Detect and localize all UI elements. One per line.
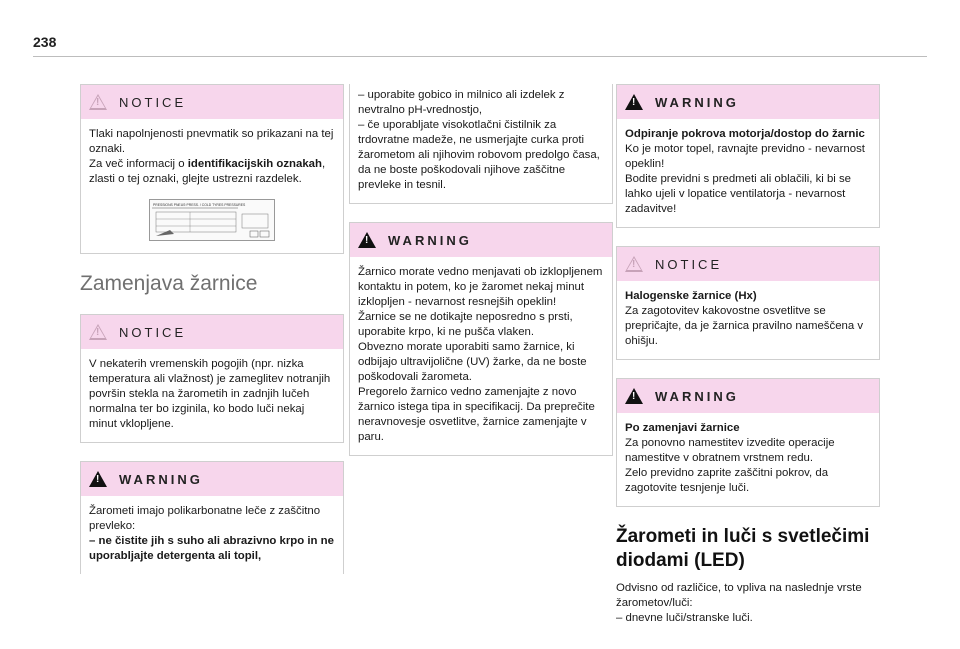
notice-subtitle: Halogenske žarnice (Hx) [625,290,757,302]
notice-triangle-icon: ! [89,94,107,110]
section-title-led: Žarometi in luči s svetlečimi diodami (LED) [616,526,870,571]
warning-body [617,119,879,227]
led-bullet: – dnevne luči/stranske luči. [616,612,753,624]
warning-body [350,257,612,455]
warning-body [617,413,879,506]
warning-text: Obvezno morate uporabiti samo žarnice, ki odbijajo ultravijolične (UV) žarke, da ne boste poškodovali žarometa. [358,341,587,383]
header-rule [33,56,927,57]
section-title-bulb-replacement: Zamenjava žarnice [80,272,258,295]
warning-text: Pregorelo žarnico vedno zamenjajte z novo žarnico istega tipa in specifikacij. Da preprečite neravnovesje osvetlitve, žarnice zamenjajte v paru. [358,386,595,443]
warning-label: WARNING [388,232,472,248]
warning-text: Žarnice se ne dotikajte neposredno s prsti, uporabite krpo, ki ne pušča vlaken. [358,311,573,338]
warning-label: WARNING [119,471,203,487]
notice-triangle-icon: ! [89,324,107,340]
warning-bullet-bold: – ne čistite jih s suho ali abrazivno krpo in ne uporabljajte detergenta ali topil, [89,535,334,562]
warning-label: WARNING [655,388,739,404]
tyre-label-drawing [150,200,274,240]
page-number: 238 [33,34,57,50]
notice-label: NOTICE [655,256,723,272]
warning-body [350,84,612,203]
column-3 [616,84,880,626]
warning-triangle-icon: ! [89,471,107,487]
warning-header [617,85,879,119]
warning-text: Zelo previdno zaprite zaščitni pokrov, da zagotovite tesnjenje luči. [625,467,829,494]
led-text: Odvisno od različice, to vpliva na naslednje vrste žarometov/luči: [616,582,862,609]
warning-box-cleaning-continued [349,84,613,204]
notice-header [81,315,343,349]
notice-text: , zlasti o tej oznaki, glejte ustrezni razdelek. [89,158,326,185]
warning-triangle-icon: ! [358,232,376,248]
notice-label: NOTICE [119,324,187,340]
notice-box-halogen [616,246,880,360]
bullet-text: – uporabite gobico in milnico ali izdelek z nevtralno pH-vrednostjo, [358,89,565,116]
notice-body [81,349,343,442]
notice-body [81,119,343,253]
notice-text: Za več informacij o [89,158,188,170]
warning-header [350,223,612,257]
notice-text: V nekaterih vremenskih pogojih (npr. nizka temperatura ali vlažnost) je zameglitev notranjih površin stekla na žarometih in zadnjih lučeh normalna ter bo izginila, ko bodo luči nekaj minut vklopljene. [89,358,331,430]
notice-header [617,247,879,281]
warning-box-bulb-handling [349,222,613,456]
warning-box-bonnet [616,84,880,228]
warning-text: Žarometi imajo polikarbonatne leče z zaščitno prevleko: [89,505,321,532]
warning-header [81,462,343,496]
tyre-pressure-label-image [149,199,275,241]
warning-subtitle: Odpiranje pokrova motorja/dostop do žarnic [625,128,865,140]
warning-text: Ko je motor topel, ravnajte previdno - nevarnost opeklin! [625,143,865,170]
notice-box-tyre-pressure [80,84,344,254]
warning-label: WARNING [655,94,739,110]
notice-box-fogging [80,314,344,443]
warning-box-polycarbonate [80,461,344,574]
column-1 [80,84,344,592]
notice-text: Za zagotovitev kakovostne osvetlitve se prepričajte, da je žarnica pravilno nameščena v ohišju. [625,305,864,347]
notice-triangle-icon: ! [625,256,643,272]
led-section-body [616,581,880,626]
bullet-text: – če uporabljate visokotlačni čistilnik za trdovratne madeže, ne usmerjajte curka proti žarometom ali njihovim robovom predolgo časa, da ne boste poškodovali njihove zaščitne prevleke in tesnil. [358,119,600,191]
warning-text: Žarnico morate vedno menjavati ob izklopljenem kontaktu in potem, ko je žaromet nekaj minut izklopljen - nevarnost resnejših opeklin! [358,266,603,308]
warning-text: Za ponovno namestitev izvedite operacije namestitve v obratnem vrstnem redu. [625,437,835,464]
column-2 [349,84,613,474]
notice-body [617,281,879,359]
warning-triangle-icon: ! [625,388,643,404]
warning-subtitle: Po zamenjavi žarnice [625,422,740,434]
notice-header [81,85,343,119]
warning-header [617,379,879,413]
notice-label: NOTICE [119,94,187,110]
warning-box-after-replacement [616,378,880,507]
warning-body [81,496,343,574]
notice-text: Tlaki napolnjenosti pnevmatik so prikazani na tej oznaki. [89,128,334,155]
tyre-label-caption: PRESSIONS PNEUS·PRESS. / COLD TYRES PRESSURES [153,203,246,207]
notice-bold-text: identifikacijskih oznakah [187,158,322,170]
warning-triangle-icon: ! [625,94,643,110]
warning-text: Bodite previdni s predmeti ali oblačili, ki bi se lahko ujeli v lopatice ventilatorja - nevarnost zadavitve! [625,173,852,215]
